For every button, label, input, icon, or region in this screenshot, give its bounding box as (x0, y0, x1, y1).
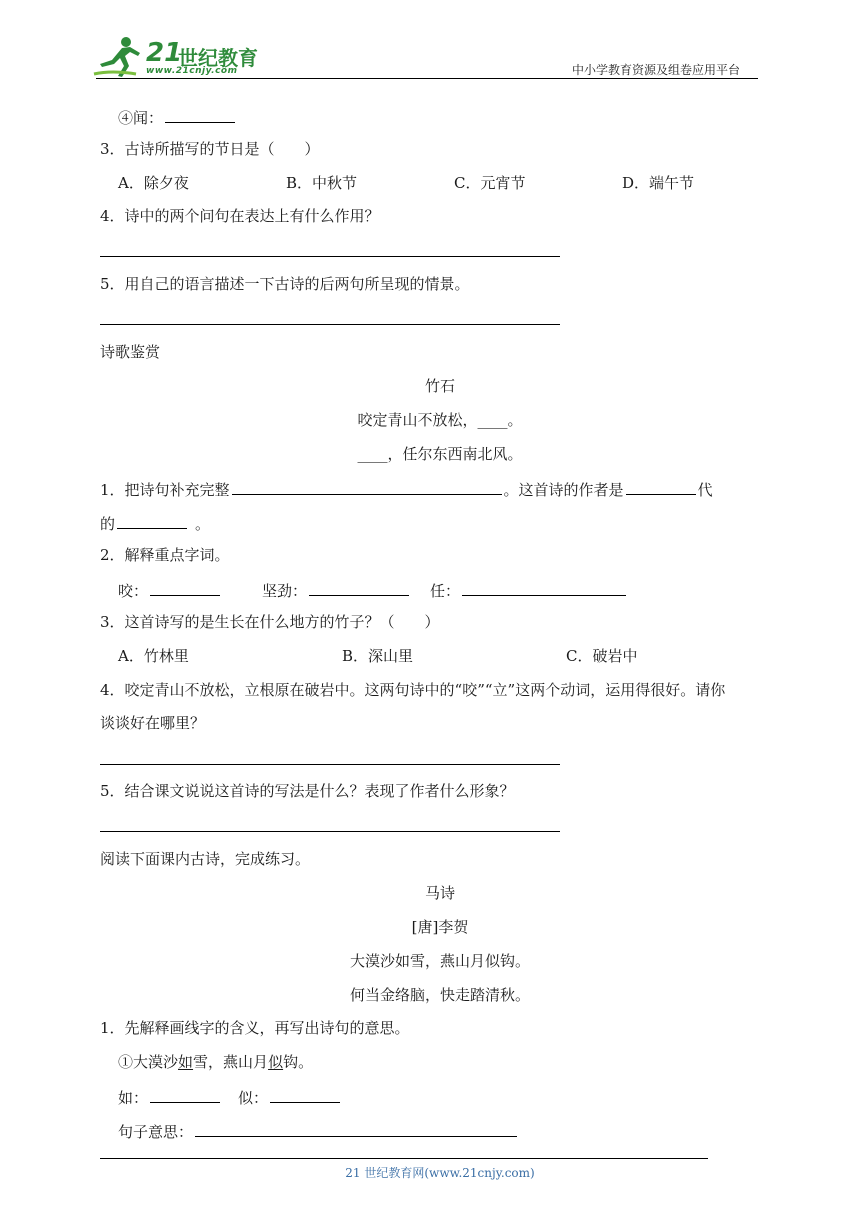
answer-line[interactable] (100, 764, 560, 765)
q3-option-c[interactable]: C．元宵节 (454, 174, 526, 192)
question-4: 4．咬定青山不放松，立根原在破岩中。这两句诗中的“咬”“立”这两个动词，运用得很好。请你 (100, 681, 726, 699)
question-3: 3．这首诗写的是生长在什么地方的竹子？（ ） (100, 613, 440, 631)
logo-url: www.21cnjy.com (146, 66, 238, 76)
q2-word: 咬： (118, 579, 222, 601)
poem-title: 竹石 (424, 377, 455, 395)
q2-word: 任： (430, 579, 628, 601)
answer-blank[interactable] (232, 478, 502, 495)
question-5: 5．用自己的语言描述一下古诗的后两句所呈现的情景。 (100, 275, 470, 293)
item-1: ①大漠沙如雪，燕山月似钩。 (118, 1053, 314, 1071)
q3-option-c[interactable]: C．破岩中 (566, 647, 638, 665)
answer-line[interactable] (100, 831, 560, 832)
q3-option-a[interactable]: A．竹林里 (118, 647, 189, 665)
question-1: 1．先解释画线字的含义，再写出诗句的意思。 (100, 1019, 410, 1037)
answer-blank[interactable] (626, 478, 696, 495)
footer-rule (100, 1158, 708, 1159)
poem-title: 马诗 (424, 884, 455, 902)
poem-line: 大漠沙如雪，燕山月似钩。 (349, 952, 530, 970)
answer-blank[interactable] (165, 106, 235, 123)
answer-blank[interactable] (150, 1086, 220, 1103)
poem-line: ____，任尔东西南北风。 (357, 445, 523, 463)
question-3: 3．古诗所描写的节日是（ ） (100, 140, 320, 158)
question-4: 4．诗中的两个问句在表达上有什么作用？ (100, 207, 380, 225)
logo-number: 21 (146, 38, 183, 68)
answer-blank[interactable] (117, 512, 187, 529)
q2-word: 坚劲： (262, 579, 411, 601)
answer-line[interactable] (100, 256, 560, 257)
answer-blank[interactable] (195, 1120, 517, 1137)
question-1-cont: 的 。 (100, 512, 210, 534)
underlined-char: 似 (268, 1053, 284, 1071)
section-title: 阅读下面课内古诗，完成练习。 (100, 850, 311, 868)
footer-text: 21 世纪教育网(www.21cnjy.com) (345, 1166, 535, 1180)
answer-line[interactable] (100, 324, 560, 325)
runner-logo-icon (92, 34, 144, 78)
header-rule (96, 78, 758, 79)
answer-blank[interactable] (309, 579, 409, 596)
question-5: 5．结合课文说说这首诗的写法是什么？表现了作者什么形象？ (100, 782, 515, 800)
logo-text: 世纪教育 (178, 46, 258, 70)
word-si: 似： (238, 1086, 342, 1108)
answer-blank[interactable] (150, 579, 220, 596)
header-platform-text: 中小学教育资源及组卷应用平台 (572, 63, 741, 77)
q3-option-d[interactable]: D．端午节 (622, 174, 695, 192)
answer-blank[interactable] (270, 1086, 340, 1103)
section-title: 诗歌鉴赏 (100, 343, 161, 361)
question-2: 2．解释重点字词。 (100, 546, 230, 564)
poem-line: 咬定青山不放松，____。 (357, 411, 523, 429)
poem-author: [唐]李贺 (411, 918, 469, 936)
q3-option-b[interactable]: B．中秋节 (286, 174, 358, 192)
q3-option-a[interactable]: A．除夕夜 (118, 174, 189, 192)
word-ru: 如： (118, 1086, 222, 1108)
sentence-meaning: 句子意思： (118, 1120, 519, 1142)
poem-line: 何当金络脑，快走踏清秋。 (349, 986, 530, 1004)
underlined-char: 如 (178, 1053, 194, 1071)
answer-blank[interactable] (462, 579, 626, 596)
question-4-cont: 谈谈好在哪里？ (100, 714, 206, 732)
q-item4: ④闻： (118, 106, 237, 128)
q3-option-b[interactable]: B．深山里 (342, 647, 414, 665)
question-1: 1．把诗句补充完整 。这首诗的作者是 代 (100, 478, 713, 500)
